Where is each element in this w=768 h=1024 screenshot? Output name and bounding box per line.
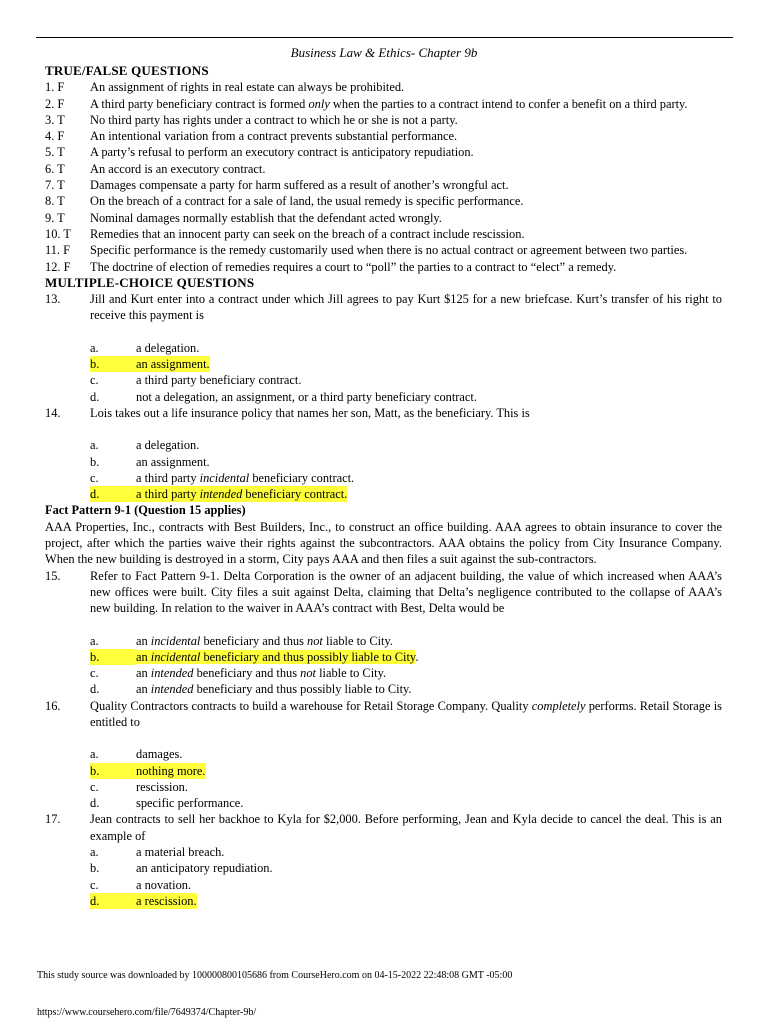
option-text-part: a third party: [136, 487, 200, 502]
option-label: a.: [90, 747, 99, 762]
tf-number: 3. T: [45, 112, 65, 127]
option-b-highlighted: [90, 356, 722, 372]
tf-item: [45, 161, 722, 177]
option-text: a material breach.: [136, 845, 225, 860]
option-label: a.: [90, 340, 99, 355]
option-label: a.: [90, 845, 99, 860]
tf-number: 10. T: [45, 226, 71, 241]
option-c: [90, 665, 722, 681]
tf-number: 4. F: [45, 129, 65, 144]
tf-number: 9. T: [45, 210, 65, 225]
option-c: [90, 372, 722, 388]
option-text: [136, 470, 354, 486]
question-number: 13.: [45, 292, 61, 307]
question-stem: Jean contracts to sell her backhoe to Kyla for $2,000. Before performing, Jean and Kyla decide to cancel the deal. This is an example of: [90, 812, 722, 843]
tf-text: An assignment of rights in real estate can always be prohibited.: [90, 80, 405, 95]
option-label: d.: [90, 486, 136, 502]
question-stem: Refer to Fact Pattern 9-1. Delta Corporation is the owner of an adjacent building, the value of which increased when AAA’s new offices were built. City files a suit against Delta, claiming that Delta’s negligence contributed to the collapse of AAA’s new building. In relation to the waiver in AAA’s contract with Best, Delta would be: [90, 568, 722, 616]
tf-number: 7. T: [45, 178, 65, 193]
tf-item: [45, 193, 722, 209]
question-number: 14.: [45, 405, 61, 420]
option-text: specific performance.: [136, 796, 244, 811]
option-text: nothing more.: [136, 763, 206, 778]
option-b: [90, 454, 722, 470]
tf-item: [45, 242, 722, 258]
tf-text: Nominal damages normally establish that the defendant acted wrongly.: [90, 210, 442, 225]
tf-number: 1. F: [45, 80, 65, 95]
option-label: d.: [90, 893, 136, 909]
option-b-highlighted: [90, 649, 722, 665]
tf-text: On the breach of a contract for a sale of land, the usual remedy is specific performance.: [90, 194, 524, 209]
tf-number: 5. T: [45, 145, 65, 160]
tf-number: 6. T: [45, 161, 65, 176]
option-text: an anticipatory repudiation.: [136, 861, 273, 876]
option-text: damages.: [136, 747, 183, 762]
option-text-part: a third party: [136, 470, 200, 485]
tf-heading: TRUE/FALSE QUESTIONS: [45, 63, 209, 78]
option-text-emphasis: intended: [199, 487, 243, 502]
option-text-part: an: [136, 666, 151, 681]
option-text-part: liable to City.: [315, 666, 387, 681]
tf-number: 8. T: [45, 194, 65, 209]
option-text: an assignment.: [136, 357, 210, 372]
question-14: [45, 405, 722, 421]
option-b-highlighted: [90, 763, 722, 779]
tf-item: [45, 210, 722, 226]
option-text-emphasis: incidental: [150, 633, 201, 648]
option-b: [90, 860, 722, 876]
option-label: d.: [90, 796, 100, 811]
header-rule: [36, 37, 733, 38]
question-number: 17.: [45, 812, 61, 827]
option-d-highlighted: [90, 486, 722, 502]
option-text-emphasis: intended: [150, 666, 194, 681]
tf-text-emphasis: only: [308, 96, 330, 111]
option-label: a.: [90, 633, 99, 648]
tf-text: The doctrine of election of remedies requires a court to “poll” the parties to a contract to “elect” a remedy.: [90, 259, 617, 274]
option-label: b.: [90, 763, 136, 779]
option-a: [90, 746, 722, 762]
option-label: a.: [90, 438, 99, 453]
question-number: 16.: [45, 698, 61, 713]
tf-item: [45, 96, 722, 112]
option-text: an assignment.: [136, 454, 210, 469]
option-a: [90, 340, 722, 356]
option-label: b.: [90, 649, 136, 665]
tf-item: [45, 112, 722, 128]
option-text: [136, 633, 393, 649]
tf-text: Damages compensate a party for harm suffered as a result of another’s wrongful act.: [90, 178, 509, 193]
option-text-part: an: [136, 682, 151, 697]
option-text-part: beneficiary contract.: [249, 470, 355, 485]
option-text-part: beneficiary and thus: [200, 633, 308, 648]
option-text: a delegation.: [136, 340, 200, 355]
tf-text: An accord is an executory contract.: [90, 161, 266, 176]
option-text-part: an: [136, 633, 151, 648]
option-text: a novation.: [136, 877, 192, 892]
question-13: [45, 291, 722, 324]
option-text: [136, 681, 412, 697]
download-notice: This study source was downloaded by 100000800105686 from CourseHero.com on 04-15-2022 22:48:08 GMT -05:00: [37, 970, 513, 981]
tf-text: Specific performance is the remedy customarily used when there is no actual contract or agreement between two parties.: [90, 243, 688, 258]
option-text-part: beneficiary and thus possibly liable to City.: [193, 682, 412, 697]
question-stem: Jill and Kurt enter into a contract under which Jill agrees to pay Kurt $125 for a new briefcase. Kurt’s transfer of his right to receive this payment is: [90, 292, 722, 323]
option-text-part: liable to City.: [322, 633, 393, 648]
option-d: [90, 389, 722, 405]
option-text-part: .: [415, 649, 419, 664]
question-17: [45, 811, 722, 844]
tf-text: An intentional variation from a contract prevents substantial performance.: [90, 129, 458, 144]
tf-text-part: A third party beneficiary contract is formed: [90, 96, 309, 111]
option-label: b.: [90, 454, 100, 469]
question-number: 15.: [45, 568, 61, 583]
question-stem: Lois takes out a life insurance policy that names her son, Matt, as the beneficiary. This is: [90, 405, 530, 420]
option-label: b.: [90, 861, 100, 876]
tf-text: A party’s refusal to perform an executory contract is anticipatory repudiation.: [90, 145, 474, 160]
question-16: [45, 698, 722, 731]
tf-item: [45, 259, 722, 275]
option-text-emphasis: incidental: [150, 649, 201, 664]
option-label: d.: [90, 682, 100, 697]
source-url-link[interactable]: https://www.coursehero.com/file/7649374/Chapter-9b/: [37, 1007, 257, 1018]
option-label: b.: [90, 356, 136, 372]
option-text-emphasis: not: [307, 633, 323, 648]
option-label: c.: [90, 666, 99, 681]
option-label: c.: [90, 470, 99, 485]
fact-pattern-text: AAA Properties, Inc., contracts with Best Builders, Inc., to construct an office building. AAA agrees to obtain insurance to cover the project, after which the parties waive their rights against the subcontractors. AAA obtains the policy from City Insurance Company. When the new building is destroyed in a storm, City pays AAA and then files a suit against the sub-contractors.: [45, 519, 722, 567]
option-text-part: an: [136, 649, 151, 664]
option-a: [90, 437, 722, 453]
option-text: a delegation.: [136, 438, 200, 453]
option-text: a rescission.: [136, 893, 197, 908]
stem-emphasis: completely: [531, 698, 586, 713]
option-text-part: beneficiary and thus: [193, 666, 301, 681]
tf-number: 11. F: [45, 243, 71, 258]
option-text: [136, 649, 418, 665]
option-text-part: beneficiary contract.: [242, 487, 348, 502]
option-a: [90, 844, 722, 860]
option-c: [90, 779, 722, 795]
tf-item: [45, 79, 722, 95]
tf-number: 12. F: [45, 259, 71, 274]
option-d: [90, 795, 722, 811]
option-label: d.: [90, 389, 100, 404]
option-label: c.: [90, 373, 99, 388]
mc-heading: MULTIPLE-CHOICE QUESTIONS: [45, 274, 255, 290]
option-text-part: beneficiary and thus possibly liable to City: [200, 649, 416, 664]
option-text: [136, 486, 347, 502]
page-title: Business Law & Ethics- Chapter 9b: [290, 45, 478, 60]
fact-pattern-title: Fact Pattern 9-1 (Question 15 applies): [45, 503, 246, 518]
option-c: [90, 470, 722, 486]
option-text: rescission.: [136, 779, 188, 794]
question-stem: [90, 698, 722, 731]
tf-item: [45, 177, 722, 193]
option-label: c.: [90, 779, 99, 794]
tf-item: [45, 226, 722, 242]
option-text-emphasis: not: [300, 666, 316, 681]
option-label: c.: [90, 877, 99, 892]
question-15: [45, 568, 722, 617]
option-text: [136, 665, 386, 681]
option-d-highlighted: [90, 893, 722, 909]
tf-item: [45, 144, 722, 160]
tf-number: 2. F: [45, 96, 65, 111]
stem-part: performs. Retail Storage is entitled to: [90, 698, 722, 729]
option-text: not a delegation, an assignment, or a third party beneficiary contract.: [136, 389, 477, 404]
option-text-emphasis: intended: [150, 682, 194, 697]
option-d: [90, 681, 722, 697]
option-c: [90, 877, 722, 893]
document-body: [45, 63, 722, 909]
tf-item: [45, 128, 722, 144]
option-text-emphasis: incidental: [199, 470, 250, 485]
option-a: [90, 633, 722, 649]
stem-part: Quality Contractors contracts to build a warehouse for Retail Storage Company. Quality: [90, 698, 532, 713]
tf-text: Remedies that an innocent party can seek on the breach of a contract include rescission.: [90, 226, 525, 241]
option-text: a third party beneficiary contract.: [136, 373, 302, 388]
tf-text-part: when the parties to a contract intend to confer a benefit on a third party.: [329, 96, 688, 111]
tf-text: No third party has rights under a contract to which he or she is not a party.: [90, 112, 458, 127]
tf-text: [90, 96, 722, 112]
